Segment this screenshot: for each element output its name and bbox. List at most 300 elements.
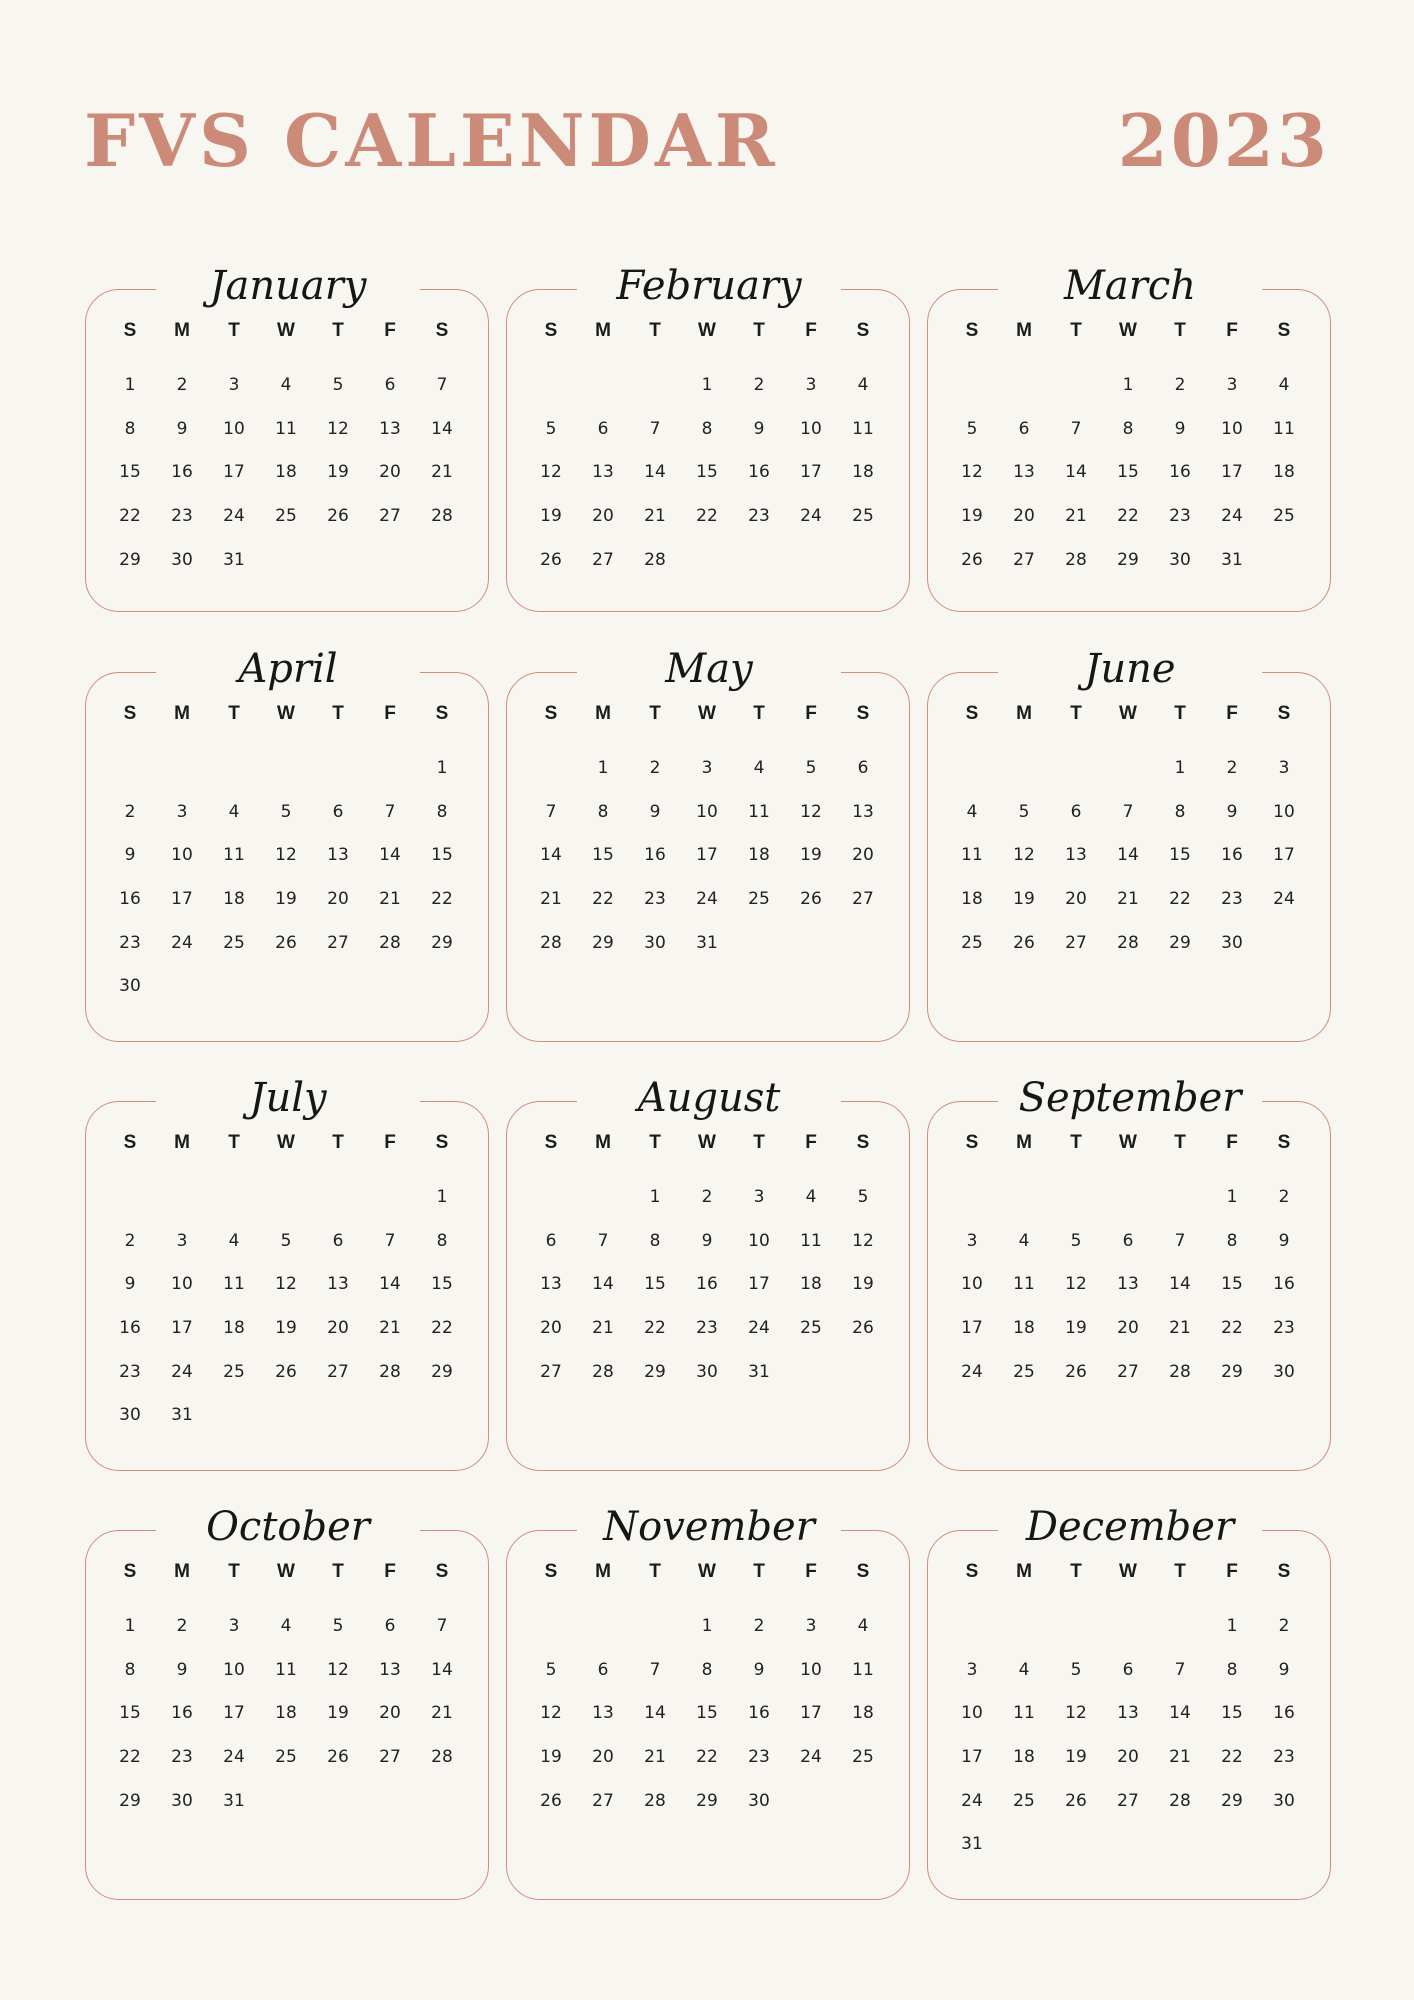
empty-day [1050, 1176, 1102, 1220]
day-cell: 30 [171, 549, 193, 570]
day-cell: 19 [327, 1703, 349, 1724]
month-august [506, 1075, 910, 1471]
weekday-header: F [1226, 1132, 1238, 1153]
day-cell: 4 [280, 375, 292, 395]
day-cell: 28 [644, 1790, 666, 1811]
day-cell: 29 [119, 1790, 141, 1811]
day-cell: 15 [1117, 462, 1139, 483]
day-cell: 7 [649, 418, 661, 439]
day-cell: 28 [1117, 932, 1139, 953]
empty-day [1102, 1176, 1154, 1220]
day-cell: 23 [1273, 1318, 1295, 1339]
day-cell: 2 [753, 375, 765, 395]
day-cell: 24 [223, 506, 245, 527]
day-cell: 16 [1221, 845, 1243, 866]
weekday-header: S [544, 703, 558, 724]
day-cell: 13 [327, 1274, 349, 1295]
day-cell: 4 [753, 758, 765, 778]
day-cell: 21 [1117, 889, 1139, 910]
day-cell: 16 [171, 1703, 193, 1724]
day-cell: 12 [540, 462, 562, 483]
day-cell: 30 [644, 932, 666, 953]
day-cell: 19 [275, 1318, 297, 1339]
day-cell: 1 [649, 1187, 661, 1207]
weekday-header: T [1070, 1132, 1082, 1153]
day-cell: 12 [852, 1230, 874, 1251]
empty-day [1154, 1605, 1206, 1649]
day-cell: 15 [431, 845, 453, 866]
day-cell: 7 [436, 375, 448, 395]
day-cell: 9 [649, 801, 661, 822]
day-cell: 5 [966, 418, 978, 439]
weekday-header: F [384, 1132, 396, 1153]
day-cell: 21 [431, 462, 453, 483]
day-cell: 12 [275, 1274, 297, 1295]
day-cell: 12 [1065, 1274, 1087, 1295]
day-cell: 15 [119, 1703, 141, 1724]
day-cell: 15 [1221, 1274, 1243, 1295]
month-november [506, 1504, 910, 1900]
empty-day [998, 364, 1050, 408]
day-cell: 19 [1065, 1318, 1087, 1339]
day-cell: 9 [1278, 1230, 1290, 1251]
day-cell: 1 [124, 375, 136, 395]
empty-day [1050, 747, 1102, 791]
day-cell: 14 [592, 1274, 614, 1295]
day-cell: 23 [171, 1747, 193, 1768]
day-cell: 19 [540, 506, 562, 527]
empty-day [1050, 1605, 1102, 1649]
weekday-header: S [1277, 1132, 1291, 1153]
day-cell: 30 [696, 1361, 718, 1382]
day-cell: 6 [597, 1659, 609, 1680]
day-cell: 28 [1169, 1361, 1191, 1382]
day-cell: 28 [1065, 549, 1087, 570]
day-cell: 1 [597, 758, 609, 778]
day-cell: 15 [644, 1274, 666, 1295]
day-cell: 2 [649, 758, 661, 778]
day-cell: 22 [644, 1318, 666, 1339]
day-cell: 30 [748, 1790, 770, 1811]
day-cell: 16 [1273, 1274, 1295, 1295]
day-cell: 1 [436, 1187, 448, 1207]
weekday-header: M [595, 703, 611, 724]
day-cell: 28 [379, 932, 401, 953]
day-grid [946, 1557, 1310, 1867]
day-cell: 18 [223, 1318, 245, 1339]
day-cell: 25 [275, 1747, 297, 1768]
day-cell: 13 [1013, 462, 1035, 483]
month-name: October [156, 1497, 420, 1557]
day-cell: 19 [275, 889, 297, 910]
day-cell: 29 [119, 549, 141, 570]
month-name: May [577, 639, 841, 699]
day-cell: 20 [1013, 506, 1035, 527]
weekday-header: T [1070, 1561, 1082, 1582]
weekday-header: W [277, 1561, 295, 1582]
day-cell: 18 [275, 462, 297, 483]
weekday-header: S [1277, 320, 1291, 341]
weekday-header: M [1016, 1132, 1032, 1153]
day-cell: 16 [748, 462, 770, 483]
day-cell: 2 [124, 1230, 136, 1251]
day-cell: 17 [171, 889, 193, 910]
day-cell: 25 [852, 1747, 874, 1768]
day-cell: 14 [431, 1659, 453, 1680]
day-cell: 26 [275, 1361, 297, 1382]
day-cell: 12 [540, 1703, 562, 1724]
day-cell: 11 [852, 418, 874, 439]
weekday-header: T [1174, 1561, 1186, 1582]
day-cell: 16 [1169, 462, 1191, 483]
day-cell: 1 [1226, 1616, 1238, 1636]
day-cell: 27 [852, 889, 874, 910]
day-cell: 3 [805, 375, 817, 395]
day-grid [104, 316, 468, 582]
day-cell: 21 [592, 1318, 614, 1339]
day-cell: 14 [1065, 462, 1087, 483]
weekday-header: T [1174, 320, 1186, 341]
day-cell: 10 [800, 418, 822, 439]
day-cell: 23 [644, 889, 666, 910]
day-cell: 5 [545, 1659, 557, 1680]
day-cell: 13 [1117, 1274, 1139, 1295]
day-cell: 8 [124, 418, 136, 439]
empty-day [312, 1176, 364, 1220]
day-cell: 10 [171, 845, 193, 866]
day-cell: 8 [124, 1659, 136, 1680]
weekday-header: S [123, 703, 137, 724]
weekday-header: M [1016, 320, 1032, 341]
day-cell: 5 [280, 1230, 292, 1251]
day-cell: 11 [748, 801, 770, 822]
day-grid [525, 1128, 889, 1394]
weekday-header: W [1119, 1132, 1137, 1153]
weekday-header: M [174, 1561, 190, 1582]
day-cell: 14 [540, 845, 562, 866]
day-grid [525, 1557, 889, 1823]
month-name: August [577, 1068, 841, 1128]
day-cell: 13 [592, 1703, 614, 1724]
day-cell: 6 [1018, 418, 1030, 439]
day-cell: 9 [124, 1274, 136, 1295]
day-cell: 21 [644, 1747, 666, 1768]
day-cell: 9 [753, 1659, 765, 1680]
day-cell: 10 [223, 418, 245, 439]
day-cell: 24 [748, 1318, 770, 1339]
day-cell: 11 [1273, 418, 1295, 439]
weekday-header: F [1226, 320, 1238, 341]
day-cell: 21 [379, 1318, 401, 1339]
day-cell: 22 [119, 506, 141, 527]
day-cell: 11 [800, 1230, 822, 1251]
weekday-header: T [649, 1561, 661, 1582]
day-cell: 1 [701, 1616, 713, 1636]
day-cell: 14 [379, 1274, 401, 1295]
month-name: March [998, 256, 1262, 316]
day-cell: 6 [857, 758, 869, 778]
weekday-header: W [1119, 320, 1137, 341]
month-name: June [998, 639, 1262, 699]
empty-day [946, 1605, 998, 1649]
day-cell: 21 [644, 506, 666, 527]
weekday-header: S [965, 1132, 979, 1153]
day-cell: 5 [805, 758, 817, 778]
day-cell: 13 [1065, 845, 1087, 866]
weekday-header: T [228, 320, 240, 341]
day-cell: 14 [431, 418, 453, 439]
day-cell: 19 [327, 462, 349, 483]
weekday-header: T [753, 703, 765, 724]
day-cell: 25 [275, 506, 297, 527]
day-cell: 27 [327, 932, 349, 953]
empty-day [156, 747, 208, 791]
day-cell: 5 [1070, 1230, 1082, 1251]
weekday-header: T [332, 1132, 344, 1153]
day-cell: 6 [1122, 1659, 1134, 1680]
day-cell: 30 [1221, 932, 1243, 953]
day-grid [104, 1557, 468, 1823]
day-cell: 7 [1070, 418, 1082, 439]
weekday-header: T [228, 1561, 240, 1582]
day-cell: 18 [1013, 1747, 1035, 1768]
weekday-header: S [1277, 703, 1291, 724]
day-cell: 1 [124, 1616, 136, 1636]
day-cell: 2 [176, 1616, 188, 1636]
weekday-header: T [649, 320, 661, 341]
day-cell: 16 [696, 1274, 718, 1295]
day-cell: 23 [1169, 506, 1191, 527]
month-december [927, 1504, 1331, 1900]
day-cell: 26 [852, 1318, 874, 1339]
day-cell: 14 [1169, 1274, 1191, 1295]
day-cell: 25 [748, 889, 770, 910]
day-cell: 14 [1117, 845, 1139, 866]
month-march [927, 263, 1331, 612]
day-cell: 8 [1226, 1659, 1238, 1680]
day-cell: 31 [961, 1834, 983, 1855]
weekday-header: M [1016, 703, 1032, 724]
day-cell: 6 [332, 801, 344, 822]
day-cell: 29 [696, 1790, 718, 1811]
day-cell: 3 [753, 1187, 765, 1207]
day-cell: 4 [1018, 1230, 1030, 1251]
day-cell: 4 [1018, 1659, 1030, 1680]
day-cell: 7 [384, 801, 396, 822]
day-cell: 20 [592, 1747, 614, 1768]
day-cell: 26 [327, 1747, 349, 1768]
day-cell: 29 [1169, 932, 1191, 953]
day-cell: 7 [649, 1659, 661, 1680]
day-cell: 23 [748, 506, 770, 527]
day-cell: 26 [275, 932, 297, 953]
day-cell: 27 [592, 549, 614, 570]
weekday-header: M [174, 320, 190, 341]
day-cell: 7 [1122, 801, 1134, 822]
day-cell: 10 [961, 1703, 983, 1724]
day-cell: 11 [275, 418, 297, 439]
day-cell: 6 [332, 1230, 344, 1251]
day-cell: 28 [644, 549, 666, 570]
day-cell: 17 [223, 462, 245, 483]
weekday-header: T [228, 703, 240, 724]
weekday-header: T [753, 1561, 765, 1582]
day-cell: 20 [852, 845, 874, 866]
day-cell: 27 [1117, 1790, 1139, 1811]
weekday-header: M [174, 1132, 190, 1153]
month-april [85, 646, 489, 1042]
day-cell: 2 [1278, 1616, 1290, 1636]
day-cell: 3 [805, 1616, 817, 1636]
day-cell: 14 [1169, 1703, 1191, 1724]
day-cell: 31 [171, 1405, 193, 1426]
day-cell: 1 [1226, 1187, 1238, 1207]
day-cell: 5 [857, 1187, 869, 1207]
day-cell: 8 [597, 801, 609, 822]
day-cell: 17 [800, 1703, 822, 1724]
empty-day [998, 747, 1050, 791]
empty-day [364, 1176, 416, 1220]
day-cell: 25 [223, 932, 245, 953]
month-february [506, 263, 910, 612]
day-cell: 28 [540, 932, 562, 953]
day-cell: 3 [176, 1230, 188, 1251]
day-cell: 30 [119, 976, 141, 997]
weekday-header: W [1119, 1561, 1137, 1582]
weekday-header: T [649, 1132, 661, 1153]
day-cell: 23 [1273, 1747, 1295, 1768]
day-cell: 3 [176, 801, 188, 822]
day-cell: 10 [800, 1659, 822, 1680]
weekday-header: S [544, 1561, 558, 1582]
empty-day [998, 1176, 1050, 1220]
weekday-header: F [805, 703, 817, 724]
weekday-header: S [123, 320, 137, 341]
day-cell: 21 [1169, 1747, 1191, 1768]
day-cell: 19 [800, 845, 822, 866]
day-cell: 4 [805, 1187, 817, 1207]
day-cell: 6 [384, 1616, 396, 1636]
day-cell: 27 [1013, 549, 1035, 570]
day-cell: 21 [1065, 506, 1087, 527]
month-june [927, 646, 1331, 1042]
day-cell: 31 [223, 1790, 245, 1811]
day-cell: 17 [748, 1274, 770, 1295]
day-cell: 25 [852, 506, 874, 527]
weekday-header: S [965, 703, 979, 724]
day-cell: 29 [431, 1361, 453, 1382]
empty-day [208, 1176, 260, 1220]
day-grid [525, 699, 889, 965]
day-cell: 12 [1013, 845, 1035, 866]
weekday-header: M [595, 320, 611, 341]
day-cell: 6 [1122, 1230, 1134, 1251]
day-cell: 5 [1070, 1659, 1082, 1680]
day-cell: 9 [1174, 418, 1186, 439]
day-cell: 14 [379, 845, 401, 866]
empty-day [577, 1605, 629, 1649]
day-cell: 23 [119, 1361, 141, 1382]
weekday-header: S [435, 703, 449, 724]
day-cell: 16 [644, 845, 666, 866]
weekday-header: W [1119, 703, 1137, 724]
day-cell: 8 [701, 1659, 713, 1680]
weekday-header: F [805, 320, 817, 341]
day-cell: 26 [1065, 1361, 1087, 1382]
weekday-header: S [544, 320, 558, 341]
day-cell: 24 [800, 506, 822, 527]
page-year: 2023 [1117, 98, 1330, 183]
day-cell: 19 [961, 506, 983, 527]
weekday-header: T [228, 1132, 240, 1153]
empty-day [1154, 1176, 1206, 1220]
weekday-header: W [698, 1132, 716, 1153]
weekday-header: T [753, 1132, 765, 1153]
empty-day [364, 747, 416, 791]
day-cell: 17 [223, 1703, 245, 1724]
day-cell: 18 [961, 889, 983, 910]
day-cell: 22 [592, 889, 614, 910]
month-may [506, 646, 910, 1042]
empty-day [260, 1176, 312, 1220]
day-cell: 13 [592, 462, 614, 483]
day-cell: 17 [696, 845, 718, 866]
day-cell: 23 [748, 1747, 770, 1768]
day-cell: 29 [1117, 549, 1139, 570]
day-cell: 21 [379, 889, 401, 910]
day-cell: 28 [1169, 1790, 1191, 1811]
day-cell: 4 [857, 375, 869, 395]
weekday-header: F [384, 703, 396, 724]
day-cell: 7 [436, 1616, 448, 1636]
day-cell: 8 [1122, 418, 1134, 439]
weekday-header: S [965, 1561, 979, 1582]
day-cell: 24 [171, 932, 193, 953]
day-cell: 22 [431, 1318, 453, 1339]
day-cell: 4 [280, 1616, 292, 1636]
weekday-header: F [384, 1561, 396, 1582]
day-cell: 16 [748, 1703, 770, 1724]
day-cell: 26 [327, 506, 349, 527]
weekday-header: M [595, 1132, 611, 1153]
day-cell: 12 [800, 801, 822, 822]
day-cell: 5 [332, 1616, 344, 1636]
empty-day [104, 747, 156, 791]
day-cell: 10 [171, 1274, 193, 1295]
day-cell: 6 [597, 418, 609, 439]
empty-day [525, 1605, 577, 1649]
day-cell: 3 [228, 1616, 240, 1636]
day-cell: 8 [436, 1230, 448, 1251]
day-cell: 19 [852, 1274, 874, 1295]
empty-day [1102, 747, 1154, 791]
day-cell: 3 [228, 375, 240, 395]
day-cell: 12 [327, 1659, 349, 1680]
day-cell: 18 [748, 845, 770, 866]
day-cell: 13 [540, 1274, 562, 1295]
day-cell: 25 [800, 1318, 822, 1339]
day-cell: 28 [379, 1361, 401, 1382]
day-cell: 3 [1226, 375, 1238, 395]
day-cell: 15 [1221, 1703, 1243, 1724]
empty-day [1050, 364, 1102, 408]
day-cell: 24 [800, 1747, 822, 1768]
day-cell: 29 [644, 1361, 666, 1382]
day-cell: 5 [332, 375, 344, 395]
weekday-header: T [649, 703, 661, 724]
day-cell: 10 [696, 801, 718, 822]
day-cell: 5 [1018, 801, 1030, 822]
